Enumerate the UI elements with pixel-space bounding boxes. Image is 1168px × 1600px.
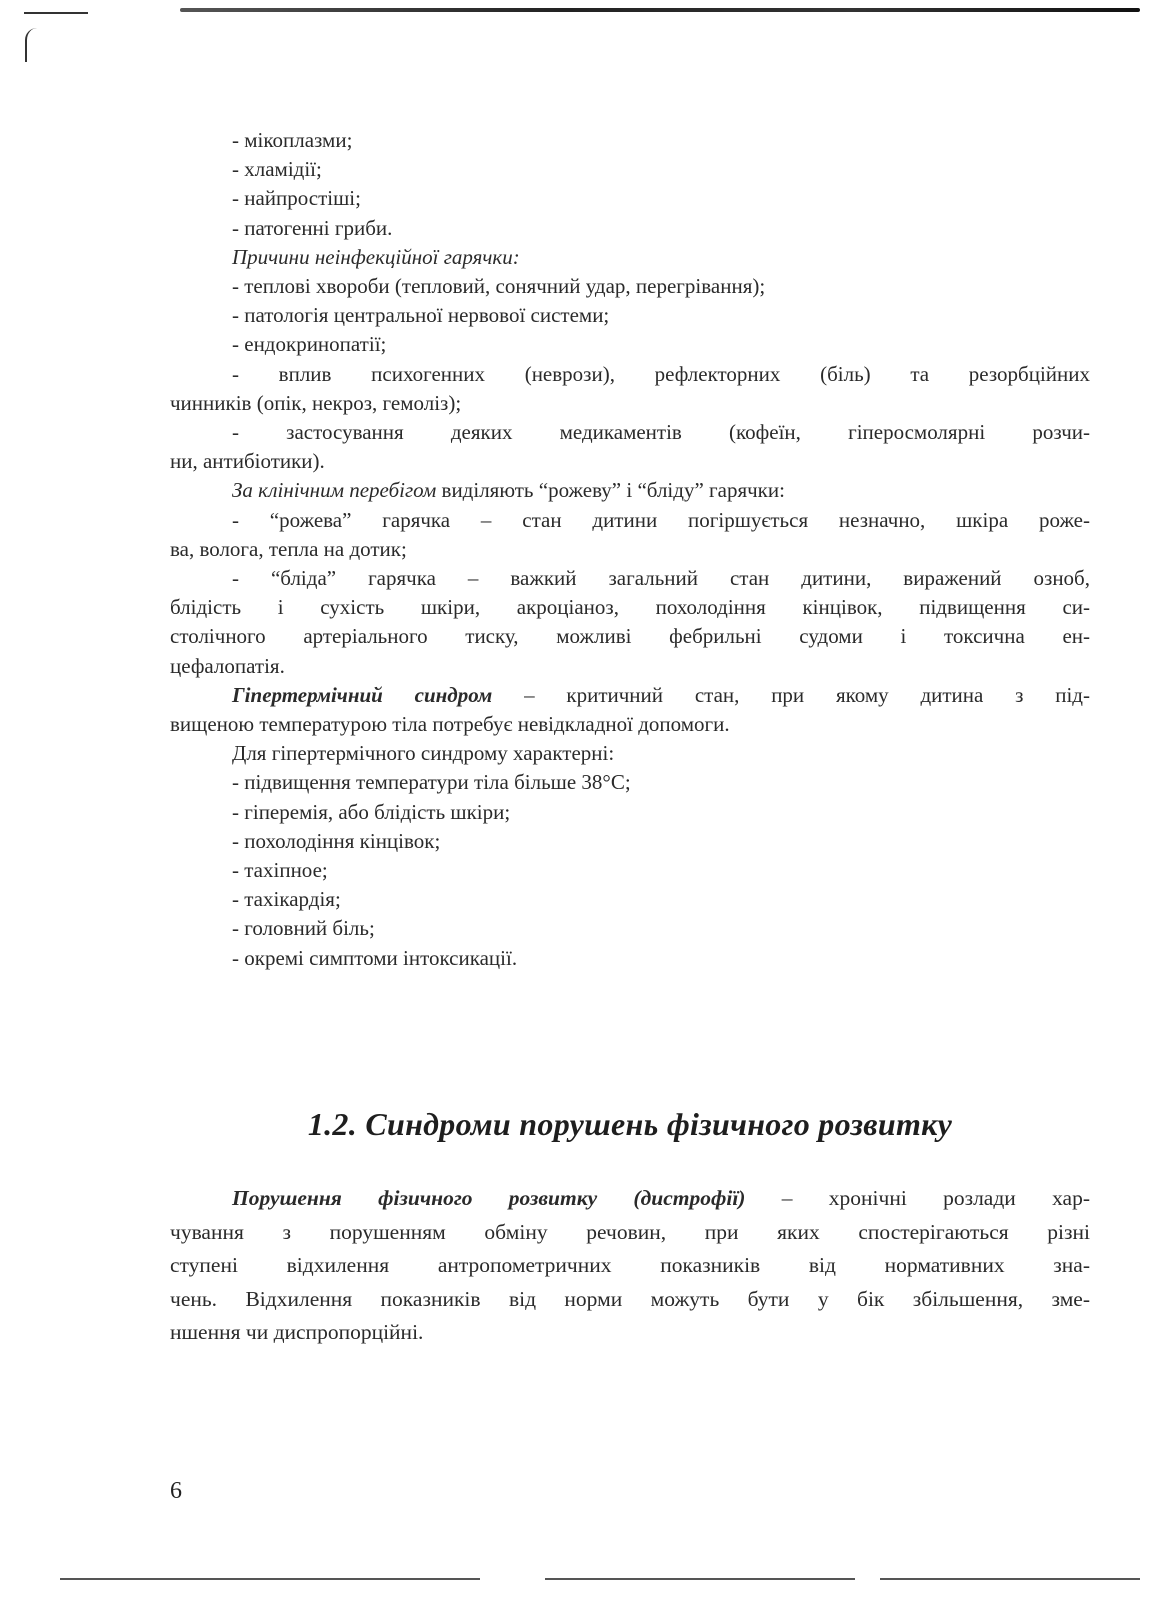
list-item: - найпростіші; (232, 186, 361, 211)
list-item: - головний біль; (232, 916, 375, 941)
paragraph-line: чування з порушенням обміну речовин, при яких спостерігаються різні (170, 1219, 1090, 1244)
list-item: - тахіпное; (232, 858, 328, 883)
list-item: - ендокринопатії; (232, 332, 387, 357)
paragraph-line: чинників (опік, некроз, гемоліз); (170, 390, 462, 415)
scan-edge-bottom-right (880, 1578, 1140, 1580)
dystrophy-text: – хронічні розлади хар- (745, 1186, 1090, 1210)
paragraph-line: блідість і сухість шкіри, акроціаноз, похолодіння кінцівок, підвищення си- (170, 595, 1090, 620)
page-body (170, 126, 1090, 973)
clinical-course-term: За клінічним перебігом (232, 478, 437, 503)
dystrophy-definition-line (170, 1182, 1090, 1216)
paragraph-line: Для гіпертермічного синдрому характерні: (232, 741, 615, 766)
list-item: - мікоплазми; (232, 128, 353, 152)
section-heading: 1.2. Синдроми порушень фізичного розвитку (307, 1106, 953, 1142)
list-item: - окремі симптоми інтоксикації. (232, 945, 518, 970)
clinical-course-text: виділяють “рожеву” і “бліду” гарячки: (436, 478, 785, 503)
clinical-course-line (170, 476, 1090, 505)
paragraph-line: ва, волога, тепла на дотик; (170, 536, 407, 561)
list-item: - похолодіння кінцівок; (232, 828, 441, 853)
paragraph-line: цефалопатія. (170, 653, 285, 678)
paragraph-line: ступені відхилення антропометричних показників від нормативних зна- (170, 1253, 1090, 1277)
hyperthermic-definition-line (170, 681, 1090, 710)
list-item: - теплові хвороби (тепловий, сонячний удар, перегрівання); (232, 274, 766, 299)
dystrophy-paragraph (170, 1182, 1090, 1350)
page-number: 6 (170, 1478, 182, 1504)
list-item: - гіперемія, або блідість шкіри; (232, 799, 511, 824)
scan-edge-bottom-middle (545, 1578, 855, 1580)
paragraph-line: - “бліда” гарячка – важкий загальний стан дитини, виражений озноб, (232, 566, 1090, 591)
paragraph-line: ни, антибіотики). (170, 449, 325, 474)
paragraph-line: - “рожева” гарячка – стан дитини погіршується незначно, шкіра роже- (232, 507, 1090, 532)
scan-mark-left (25, 28, 41, 62)
hyperthermic-text: – критичний стан, при якому дитина з під- (492, 682, 1090, 707)
dystrophy-term: Порушення фізичного розвитку (дистрофії) (232, 1186, 746, 1210)
hyperthermic-term: Гіпертермічний синдром (232, 682, 493, 707)
list-item: - хламідії; (232, 157, 322, 182)
scan-edge-top (180, 8, 1140, 12)
list-item: - підвищення температури тіла більше 38°С; (232, 770, 631, 795)
paragraph-line: - вплив психогенних (неврози), рефлекторних (біль) та резорбційних (232, 361, 1090, 386)
list-item: - патогенні гриби. (232, 215, 393, 240)
noninfectious-heading: Причини неінфекційної гарячки: (232, 244, 520, 269)
paragraph-line: вищеною температурою тіла потребує невідкладної допомоги. (170, 712, 730, 737)
scan-edge-top-left (24, 12, 88, 14)
paragraph-line: чень. Відхилення показників від норми можуть бути у бік збільшення, зме- (170, 1286, 1090, 1311)
list-item: - тахікардія; (232, 887, 341, 912)
list-item: - патологія центральної нервової системи; (232, 303, 610, 328)
scan-edge-bottom-left (60, 1578, 480, 1580)
paragraph-line: - застосування деяких медикаментів (кофеїн, гіперосмолярні розчи- (232, 420, 1090, 445)
paragraph-line: ншення чи диспропорційні. (170, 1320, 424, 1344)
paragraph-line: столічного артеріального тиску, можливі фебрильні судоми і токсична ен- (170, 624, 1090, 649)
